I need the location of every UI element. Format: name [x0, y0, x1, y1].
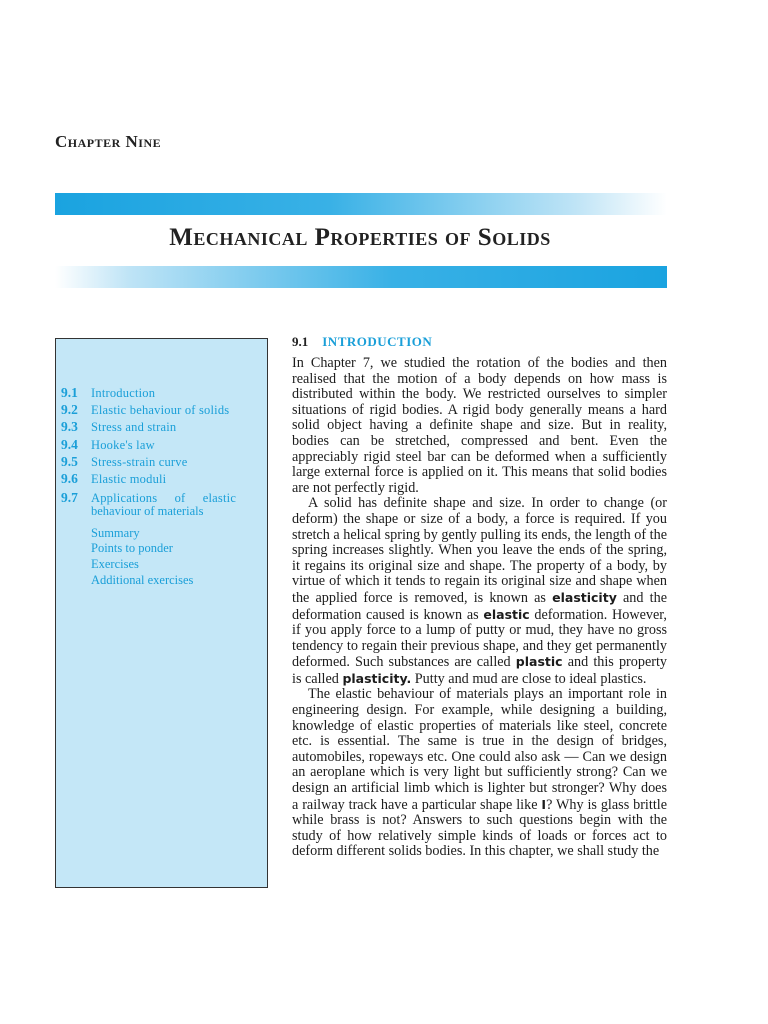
paragraph-text: deformation. However, if you apply force to a lump of putty or mud, they have no gross tendency to regain their previous shape, and they get permanently deformed. Such substances are called — [292, 606, 667, 671]
paragraph-text: ? Why is glass brittle while brass is not? Answers to such questions begin with the study of how relatively simple kinds of loads or forces act to deform different solids bodies. In this chapter, we shall study the — [292, 796, 668, 860]
paragraph-text: In Chapter 7, we studied the rotation of the bodies and then realised that the motion of a body depends on how mass is distributed within the body. We restricted ourselves to simpler situations of rigid bodies. A rigid body generally means a hard solid object having a definite shape and size. But in reality, bodies can be stretched, compressed and bent. Even the appreciably rigid steel bar can be deformed when a sufficiently large external force is applied on it. This means that solid bodies are not perfectly rigid. — [292, 355, 667, 496]
chapter-label: Chapter Nine — [55, 132, 162, 151]
paragraph-text: The elastic behaviour of materials plays an important role in engineering design. For example, while designing a building, knowledge of elastic properties of materials like steel, concrete etc. is essential. The same is true in the design of bridges, automobiles, ropeways etc. One could also ask — Can we design an aeroplane which is very light but sufficiently strong? Can we design an artificial limb which is lighter but stronger? Why does a railway track have a particular shape like — [292, 686, 667, 813]
key-term: plastic — [515, 654, 563, 670]
toc-item-label-continued: behaviour of materials — [91, 504, 204, 518]
body-paragraph — [292, 496, 667, 687]
toc-item — [61, 471, 166, 487]
paragraph-text: and this property is called — [292, 654, 668, 687]
toc-item-label: Elastic behaviour of solids — [91, 403, 230, 417]
toc-item — [61, 402, 229, 418]
body-text — [292, 356, 667, 860]
toc-extra-exercises: Exercises — [91, 557, 139, 571]
toc-item-label: Stress and strain — [91, 420, 177, 434]
toc-item-label: Elastic moduli — [91, 472, 167, 486]
toc-item-number: 9.6 — [61, 471, 78, 486]
section-heading — [292, 334, 432, 350]
body-paragraph — [292, 356, 667, 496]
toc-item-number: 9.3 — [61, 419, 78, 434]
toc-extra-points-to-ponder: Points to ponder — [91, 541, 173, 555]
page-title: Mechanical Properties of Solids — [169, 224, 551, 251]
toc-item — [61, 419, 176, 435]
section-title: INTRODUCTION — [322, 334, 433, 349]
paragraph-text: Putty and mud are close to ideal plastics. — [411, 670, 647, 687]
key-term: I — [541, 796, 547, 812]
toc-item — [61, 437, 155, 453]
toc-item — [61, 385, 155, 401]
toc-item-number: 9.1 — [61, 385, 78, 400]
paragraph-text: A solid has definite shape and size. In order to change (or deform) the shape or size of a body, a force is required. If you stretch a helical spring by gently pulling its ends, the length of the spring increases slightly. When you leave the ends of the spring, it regains its original size and shape. The property of a body, by virtue of which it tends to regain its original size and shape when the applied force is removed, is known as — [292, 495, 667, 606]
toc-item-label: Introduction — [91, 386, 156, 400]
paragraph-text: and the deformation caused is known as — [292, 589, 667, 623]
toc-item-number: 9.4 — [61, 437, 78, 452]
key-term: elastic — [483, 606, 530, 622]
toc-item-label: Stress-strain curve — [91, 455, 188, 469]
key-term: plasticity. — [342, 670, 412, 686]
key-term: elasticity — [552, 589, 617, 605]
toc-extra-summary: Summary — [91, 526, 140, 540]
toc-item-number: 9.7 — [61, 490, 78, 505]
title-band-bottom — [55, 266, 667, 288]
toc-item-number: 9.2 — [61, 402, 78, 417]
section-number: 9.1 — [292, 334, 309, 349]
toc-extra-additional-exercises: Additional exercises — [91, 573, 194, 587]
chapter-contents-box — [55, 338, 268, 888]
toc-item-label: Applications of elastic — [91, 491, 237, 505]
title-band-top — [55, 193, 667, 215]
body-paragraph — [292, 687, 667, 860]
toc-item — [61, 454, 187, 470]
toc-item-number: 9.5 — [61, 454, 78, 469]
toc-item-label: Hooke's law — [91, 438, 155, 452]
